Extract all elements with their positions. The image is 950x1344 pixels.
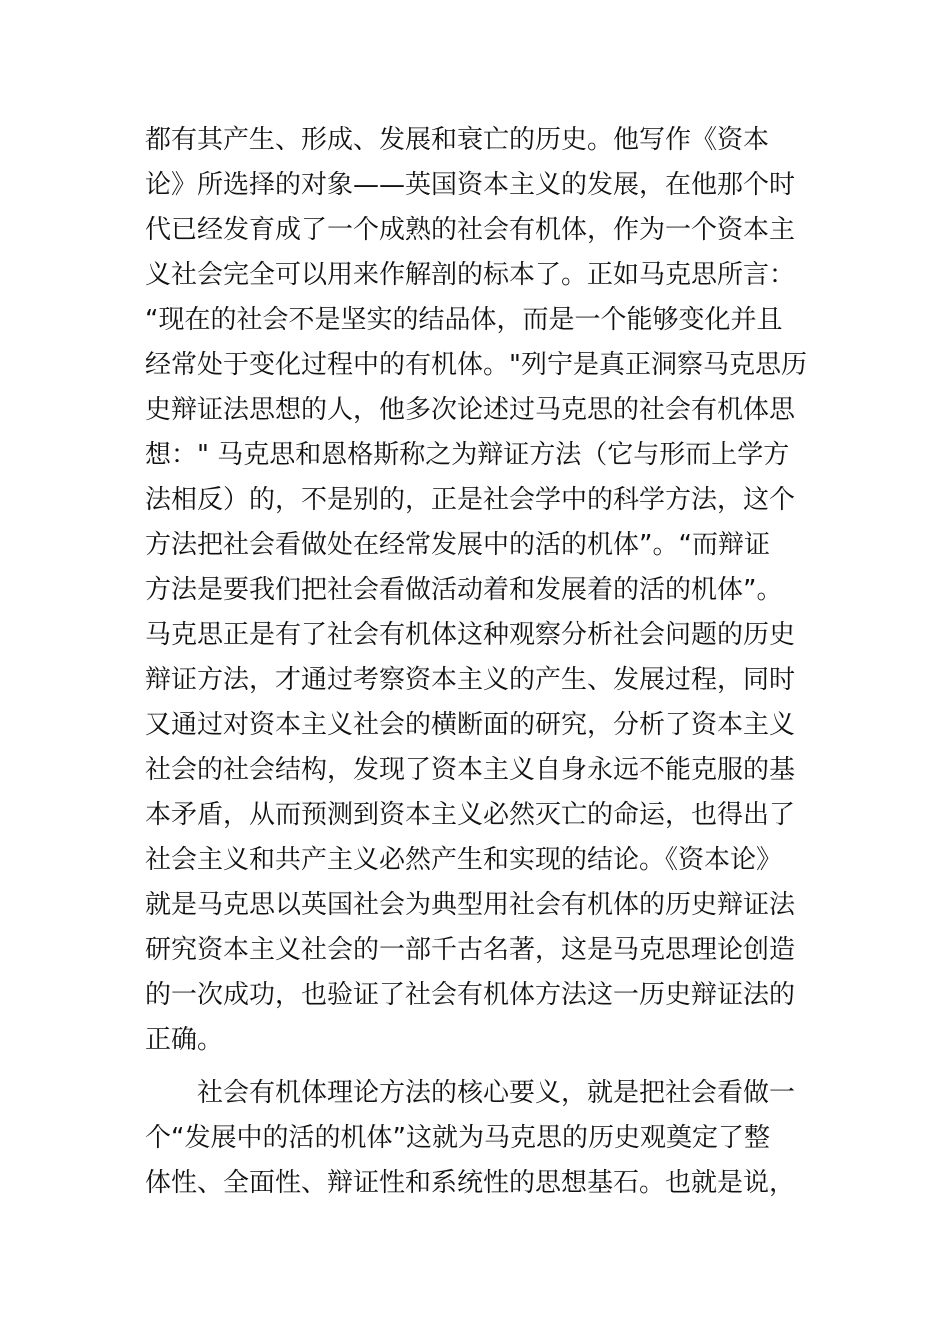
- text-line: 体性、全面性、辩证性和系统性的思想基石。也就是说，: [145, 1168, 796, 1198]
- text-line: 想：" 马克思和恩格斯称之为辩证方法（它与形而上学方: [145, 440, 790, 470]
- paragraph-1: [145, 118, 807, 1063]
- paragraph-spacer: [145, 1063, 795, 1071]
- text-line: 本矛盾，从而预测到资本主义必然灭亡的命运，也得出了: [145, 800, 796, 830]
- text-line: 义社会完全可以用来作解剖的标本了。正如马克思所言：: [145, 260, 796, 290]
- text-line: 马克思正是有了社会有机体这种观察分析社会问题的历史: [145, 620, 796, 650]
- text-line: 方法是要我们把社会看做活动着和发展着的活的机体”。: [145, 575, 783, 605]
- text-line: 论》所选择的对象——英国资本主义的发展，在他那个时: [145, 170, 796, 200]
- text-line: 社会主义和共产主义必然产生和实现的结论。《资本论》: [145, 845, 783, 875]
- text-line: 社会的社会结构，发现了资本主义自身永远不能克服的基: [145, 755, 796, 785]
- document-body: [145, 118, 807, 1206]
- text-line: “现在的社会不是坚实的结品体，而是一个能够变化并且: [145, 305, 783, 335]
- text-line: 都有其产生、形成、发展和衰亡的历史。他写作《资本: [145, 125, 770, 155]
- text-line: 方法把社会看做处在经常发展中的活的机体”。“而辩证: [145, 530, 770, 560]
- text-line: 研究资本主义社会的一部千古名著，这是马克思理论创造: [145, 935, 796, 965]
- text-line: 又通过对资本主义社会的横断面的研究，分析了资本主义: [145, 710, 796, 740]
- text-line: 代已经发育成了一个成熟的社会有机体，作为一个资本主: [145, 215, 796, 245]
- text-line: 就是马克思以英国社会为典型用社会有机体的历史辩证法: [145, 890, 796, 920]
- text-line: 经常处于变化过程中的有机体。"列宁是真正洞察马克思历: [145, 350, 807, 380]
- text-line: 社会有机体理论方法的核心要义，就是把社会看做一: [145, 1078, 796, 1108]
- text-line: 的一次成功，也验证了社会有机体方法这一历史辩证法的: [145, 980, 796, 1010]
- text-line: 辩证方法，才通过考察资本主义的产生、发展过程，同时: [145, 665, 796, 695]
- text-line: 个“发展中的活的机体”这就为马克思的历史观奠定了整: [145, 1123, 770, 1153]
- text-line: 史辩证法思想的人，他多次论述过马克思的社会有机体思: [145, 395, 796, 425]
- paragraph-2: [145, 1071, 795, 1206]
- text-line: 正确。: [145, 1025, 224, 1055]
- text-line: 法相反）的，不是别的，正是社会学中的科学方法，这个: [145, 485, 796, 515]
